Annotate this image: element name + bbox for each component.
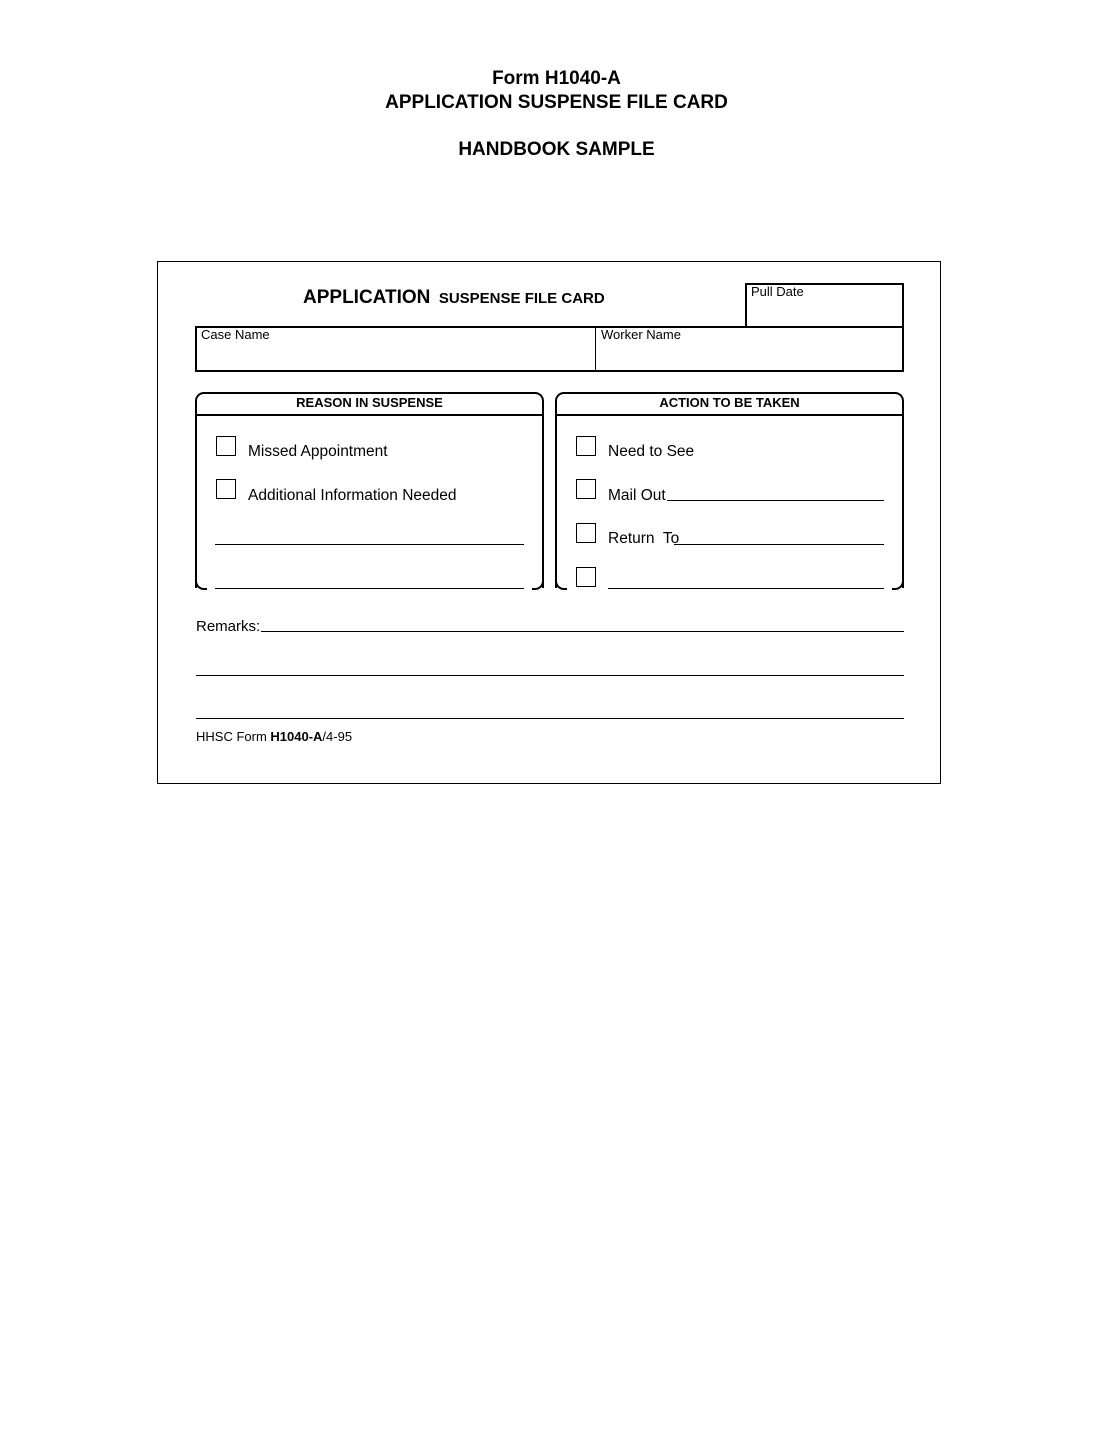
missed-appointment-checkbox[interactable] bbox=[216, 436, 236, 456]
mail-out-label: Mail Out bbox=[608, 487, 666, 504]
action-panel-title: ACTION TO BE TAKEN bbox=[659, 395, 800, 410]
remarks-line-1[interactable] bbox=[261, 631, 904, 632]
mail-out-line[interactable] bbox=[667, 500, 884, 501]
other-action-line[interactable] bbox=[608, 588, 884, 589]
additional-info-checkbox[interactable] bbox=[216, 479, 236, 499]
reason-blank-line-2[interactable] bbox=[215, 588, 524, 589]
remarks-line-3[interactable] bbox=[196, 718, 904, 719]
card-title-main: APPLICATION bbox=[303, 287, 431, 308]
form-footer bbox=[196, 729, 352, 744]
case-name-label: Case Name bbox=[201, 327, 270, 342]
other-action-checkbox[interactable] bbox=[576, 567, 596, 587]
reason-panel-divider bbox=[197, 414, 542, 416]
return-to-checkbox[interactable] bbox=[576, 523, 596, 543]
remarks-label: Remarks: bbox=[196, 618, 261, 635]
additional-info-label: Additional Information Needed bbox=[248, 487, 457, 504]
document-title: APPLICATION SUSPENSE FILE CARD bbox=[385, 92, 728, 113]
document-subtitle: HANDBOOK SAMPLE bbox=[458, 139, 655, 160]
need-to-see-checkbox[interactable] bbox=[576, 436, 596, 456]
reason-panel-title: REASON IN SUSPENSE bbox=[296, 395, 443, 410]
name-row-divider bbox=[595, 327, 596, 371]
missed-appointment-label: Missed Appointment bbox=[248, 443, 388, 460]
action-panel-divider bbox=[557, 414, 902, 416]
return-to-label: Return To bbox=[608, 530, 680, 547]
footer-form-number: H1040-A bbox=[270, 729, 323, 744]
need-to-see-label: Need to See bbox=[608, 443, 695, 460]
reason-blank-line-1[interactable] bbox=[215, 544, 524, 545]
footer-prefix: HHSC Form bbox=[196, 729, 271, 744]
footer-revision: /4-95 bbox=[322, 729, 353, 744]
remarks-line-2[interactable] bbox=[196, 675, 904, 676]
return-to-line[interactable] bbox=[674, 544, 884, 545]
worker-name-label: Worker Name bbox=[601, 327, 681, 342]
pull-date-label: Pull Date bbox=[751, 284, 804, 299]
form-number: Form H1040-A bbox=[492, 68, 621, 89]
card-title-rest: SUSPENSE FILE CARD bbox=[438, 290, 605, 307]
card-title bbox=[303, 287, 605, 309]
mail-out-checkbox[interactable] bbox=[576, 479, 596, 499]
